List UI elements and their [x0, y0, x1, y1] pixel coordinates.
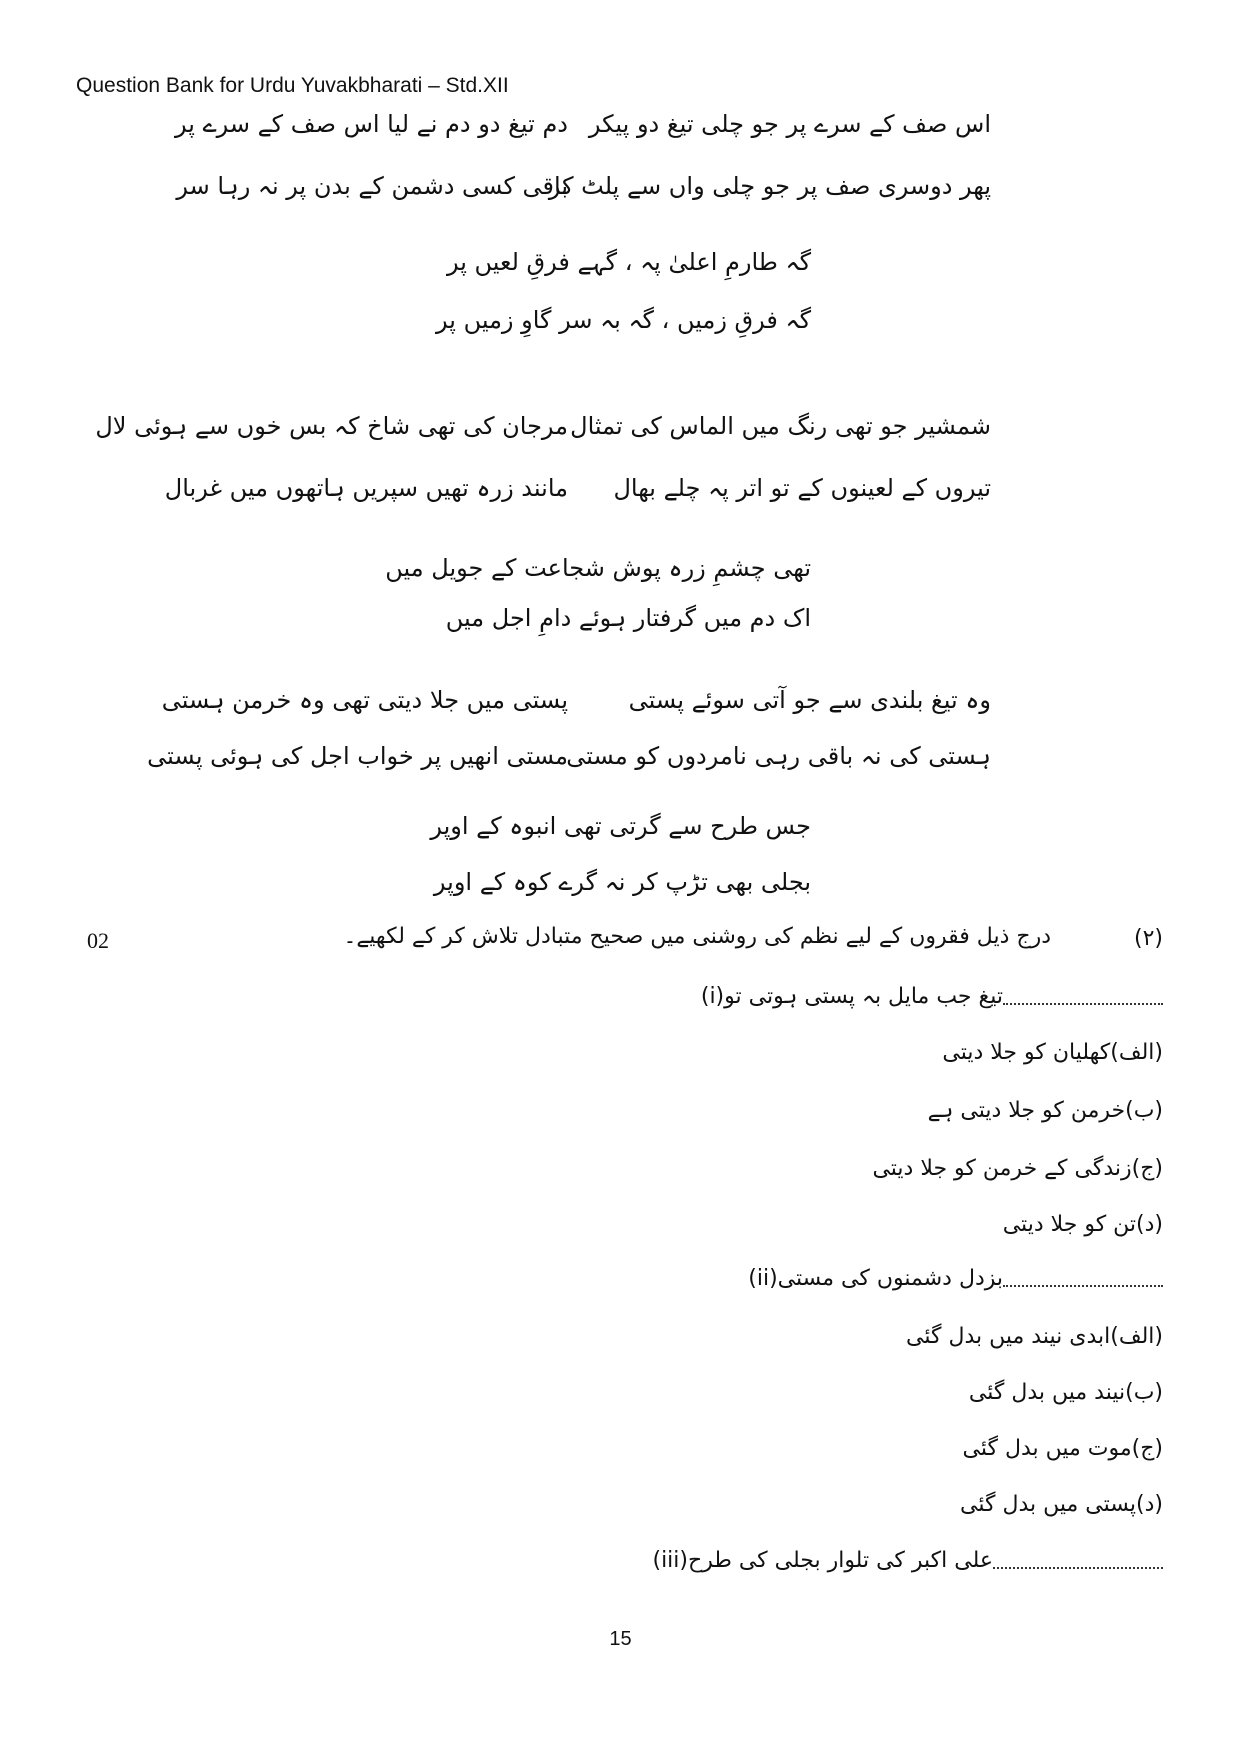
subquestion-label: (i)تیغ جب مایل بہ پستی ہوتی تو	[700, 984, 1003, 1009]
subquestion-i	[701, 984, 1163, 1009]
subquestion-label: (ii)بزدل دشمنوں کی مستی	[748, 1266, 1003, 1291]
stanza1-center-line2: گہ فرقِ زمیں ، گہ بہ سر گاوِ زمیں پر	[436, 306, 811, 334]
option-b: (ب)نیند میں بدل گئی	[968, 1380, 1163, 1405]
stanza1-right-line1: اس صف کے سرے پر جو چلی تیغ دو پیکر	[588, 110, 991, 138]
stanza2-right-line2: تیروں کے لعینوں کے تو اتر پہ چلے بھال	[613, 474, 991, 502]
option-d: (د)تن کو جلا دیتی	[1002, 1212, 1163, 1237]
answer-blank[interactable]	[1003, 1271, 1163, 1287]
stanza3-center-line1: جس طرح سے گرتی تھی انبوہ کے اوپر	[430, 812, 811, 840]
option-d: (د)پستی میں بدل گئی	[960, 1492, 1163, 1517]
stanza3-left-line2: مستی انھیں پر خواب اجل کی ہوئی پستی	[147, 742, 568, 770]
option-c: (ج)موت میں بدل گئی	[962, 1436, 1163, 1461]
stanza1-left-line1: دم تیغ دو دم نے لیا اس صف کے سرے پر	[175, 110, 568, 138]
stanza3-left-line1: پستی میں جلا دیتی تھی وہ خرمن ہستی	[161, 686, 568, 714]
stanza2-center-line2: اک دم میں گرفتار ہوئے دامِ اجل میں	[445, 604, 811, 632]
stanza2-center-line1: تھی چشمِ زرہ پوش شجاعت کے جویل میں	[385, 554, 811, 582]
subquestion-label: (iii)علی اکبر کی تلوار بجلی کی طرح	[652, 1548, 993, 1573]
option-b: (ب)خرمن کو جلا دیتی ہے	[927, 1098, 1163, 1123]
option-c: (ج)زندگی کے خرمن کو جلا دیتی	[872, 1156, 1163, 1181]
stanza2-right-line1: شمشیر جو تھی رنگ میں الماس کی تمثال	[570, 412, 991, 440]
document-header: Question Bank for Urdu Yuvakbharati – Std.XII	[76, 74, 509, 97]
subquestion-ii	[748, 1266, 1163, 1291]
option-a: (الف)ابدی نیند میں بدل گئی	[906, 1324, 1163, 1349]
stanza3-right-line2: ہستی کی نہ باقی رہی نامردوں کو مستی	[566, 742, 991, 770]
stanza1-left-line2: باقی کسی دشمن کے بدن پر نہ رہا سر	[176, 172, 568, 200]
option-a: (الف)کھلیان کو جلا دیتی	[942, 1040, 1163, 1065]
question-marks: 02	[87, 928, 109, 953]
answer-blank[interactable]	[1003, 989, 1163, 1005]
question-text: درج ذیل فقروں کے لیے نظم کی روشنی میں صحیح متبادل تلاش کر کے لکھیے۔	[343, 924, 1051, 949]
page-number: 15	[609, 1628, 632, 1650]
subquestion-iii	[652, 1548, 1163, 1573]
stanza3-center-line2: بجلی بھی تڑپ کر نہ گرے کوہ کے اوپر	[433, 868, 811, 896]
stanza2-left-line2: مانند زرہ تھیں سپریں ہاتھوں میں غربال	[164, 474, 568, 502]
stanza3-right-line1: وہ تیغ بلندی سے جو آتی سوئے پستی	[628, 686, 991, 714]
question-number: (۲)	[1134, 926, 1163, 951]
stanza2-left-line1: مرجان کی تھی شاخ کہ بس خوں سے ہوئی لال	[95, 412, 568, 440]
stanza1-center-line1: گہ طارمِ اعلیٰ پہ ، گہے فرقِ لعیں پر	[446, 248, 811, 276]
answer-blank[interactable]	[993, 1553, 1163, 1569]
stanza1-right-line2: پھر دوسری صف پر جو چلی واں سے پلٹ کر	[548, 172, 991, 200]
